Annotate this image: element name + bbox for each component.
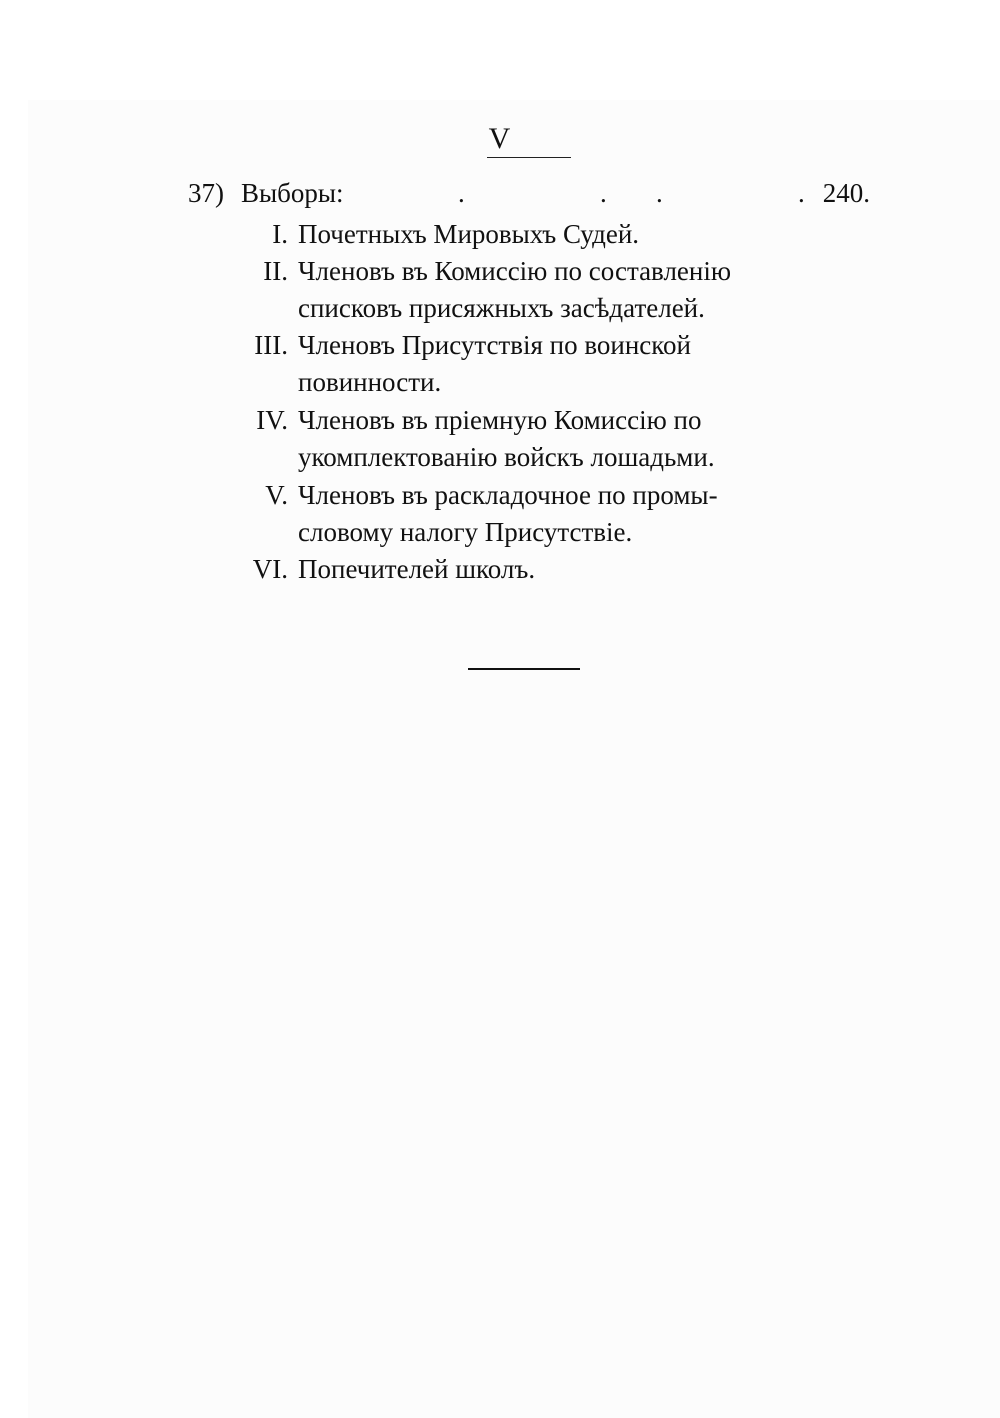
toc-entry [188,178,870,214]
subitem-numeral: IV. [256,405,288,435]
subitem-text: словому налогу Присутствіе. [298,517,633,547]
subitem-text: Членовъ въ пріемную Комиссію по [298,405,702,435]
leader-dot: . [600,178,607,208]
subitem-text: Членовъ Присутствія по воинской [298,330,691,360]
entry-page-number: 240. [822,178,870,208]
header-rule [487,157,571,158]
subitem-numeral: II. [263,256,288,286]
page-number: V [488,122,512,155]
leader-dot: . [458,178,465,208]
subitem-text: укомплектованію войскъ лошадьми. [298,442,715,472]
subitem-text: Членовъ въ раскладочное по промы- [298,480,718,510]
subitem-text: Попечителей школъ. [298,554,536,584]
subitem-numeral: V. [265,480,288,510]
leader-dot: . [798,178,805,208]
subitem-numeral: I. [272,219,288,249]
subitem-numeral: VI. [252,554,288,584]
entry-title: Выборы: [241,178,344,208]
subitem-text: повинности. [298,367,442,397]
subitem-text: Почетныхъ Мировыхъ Судей. [298,219,640,249]
subitem-numeral: III. [254,330,288,360]
entry-number: 37) [188,178,224,208]
subitem-text: списковъ присяжныхъ засѣдателей. [298,293,705,323]
closing-rule [468,668,580,670]
leader-dot: . [656,178,663,208]
subitem-text: Членовъ въ Комиссію по составленію [298,256,732,286]
